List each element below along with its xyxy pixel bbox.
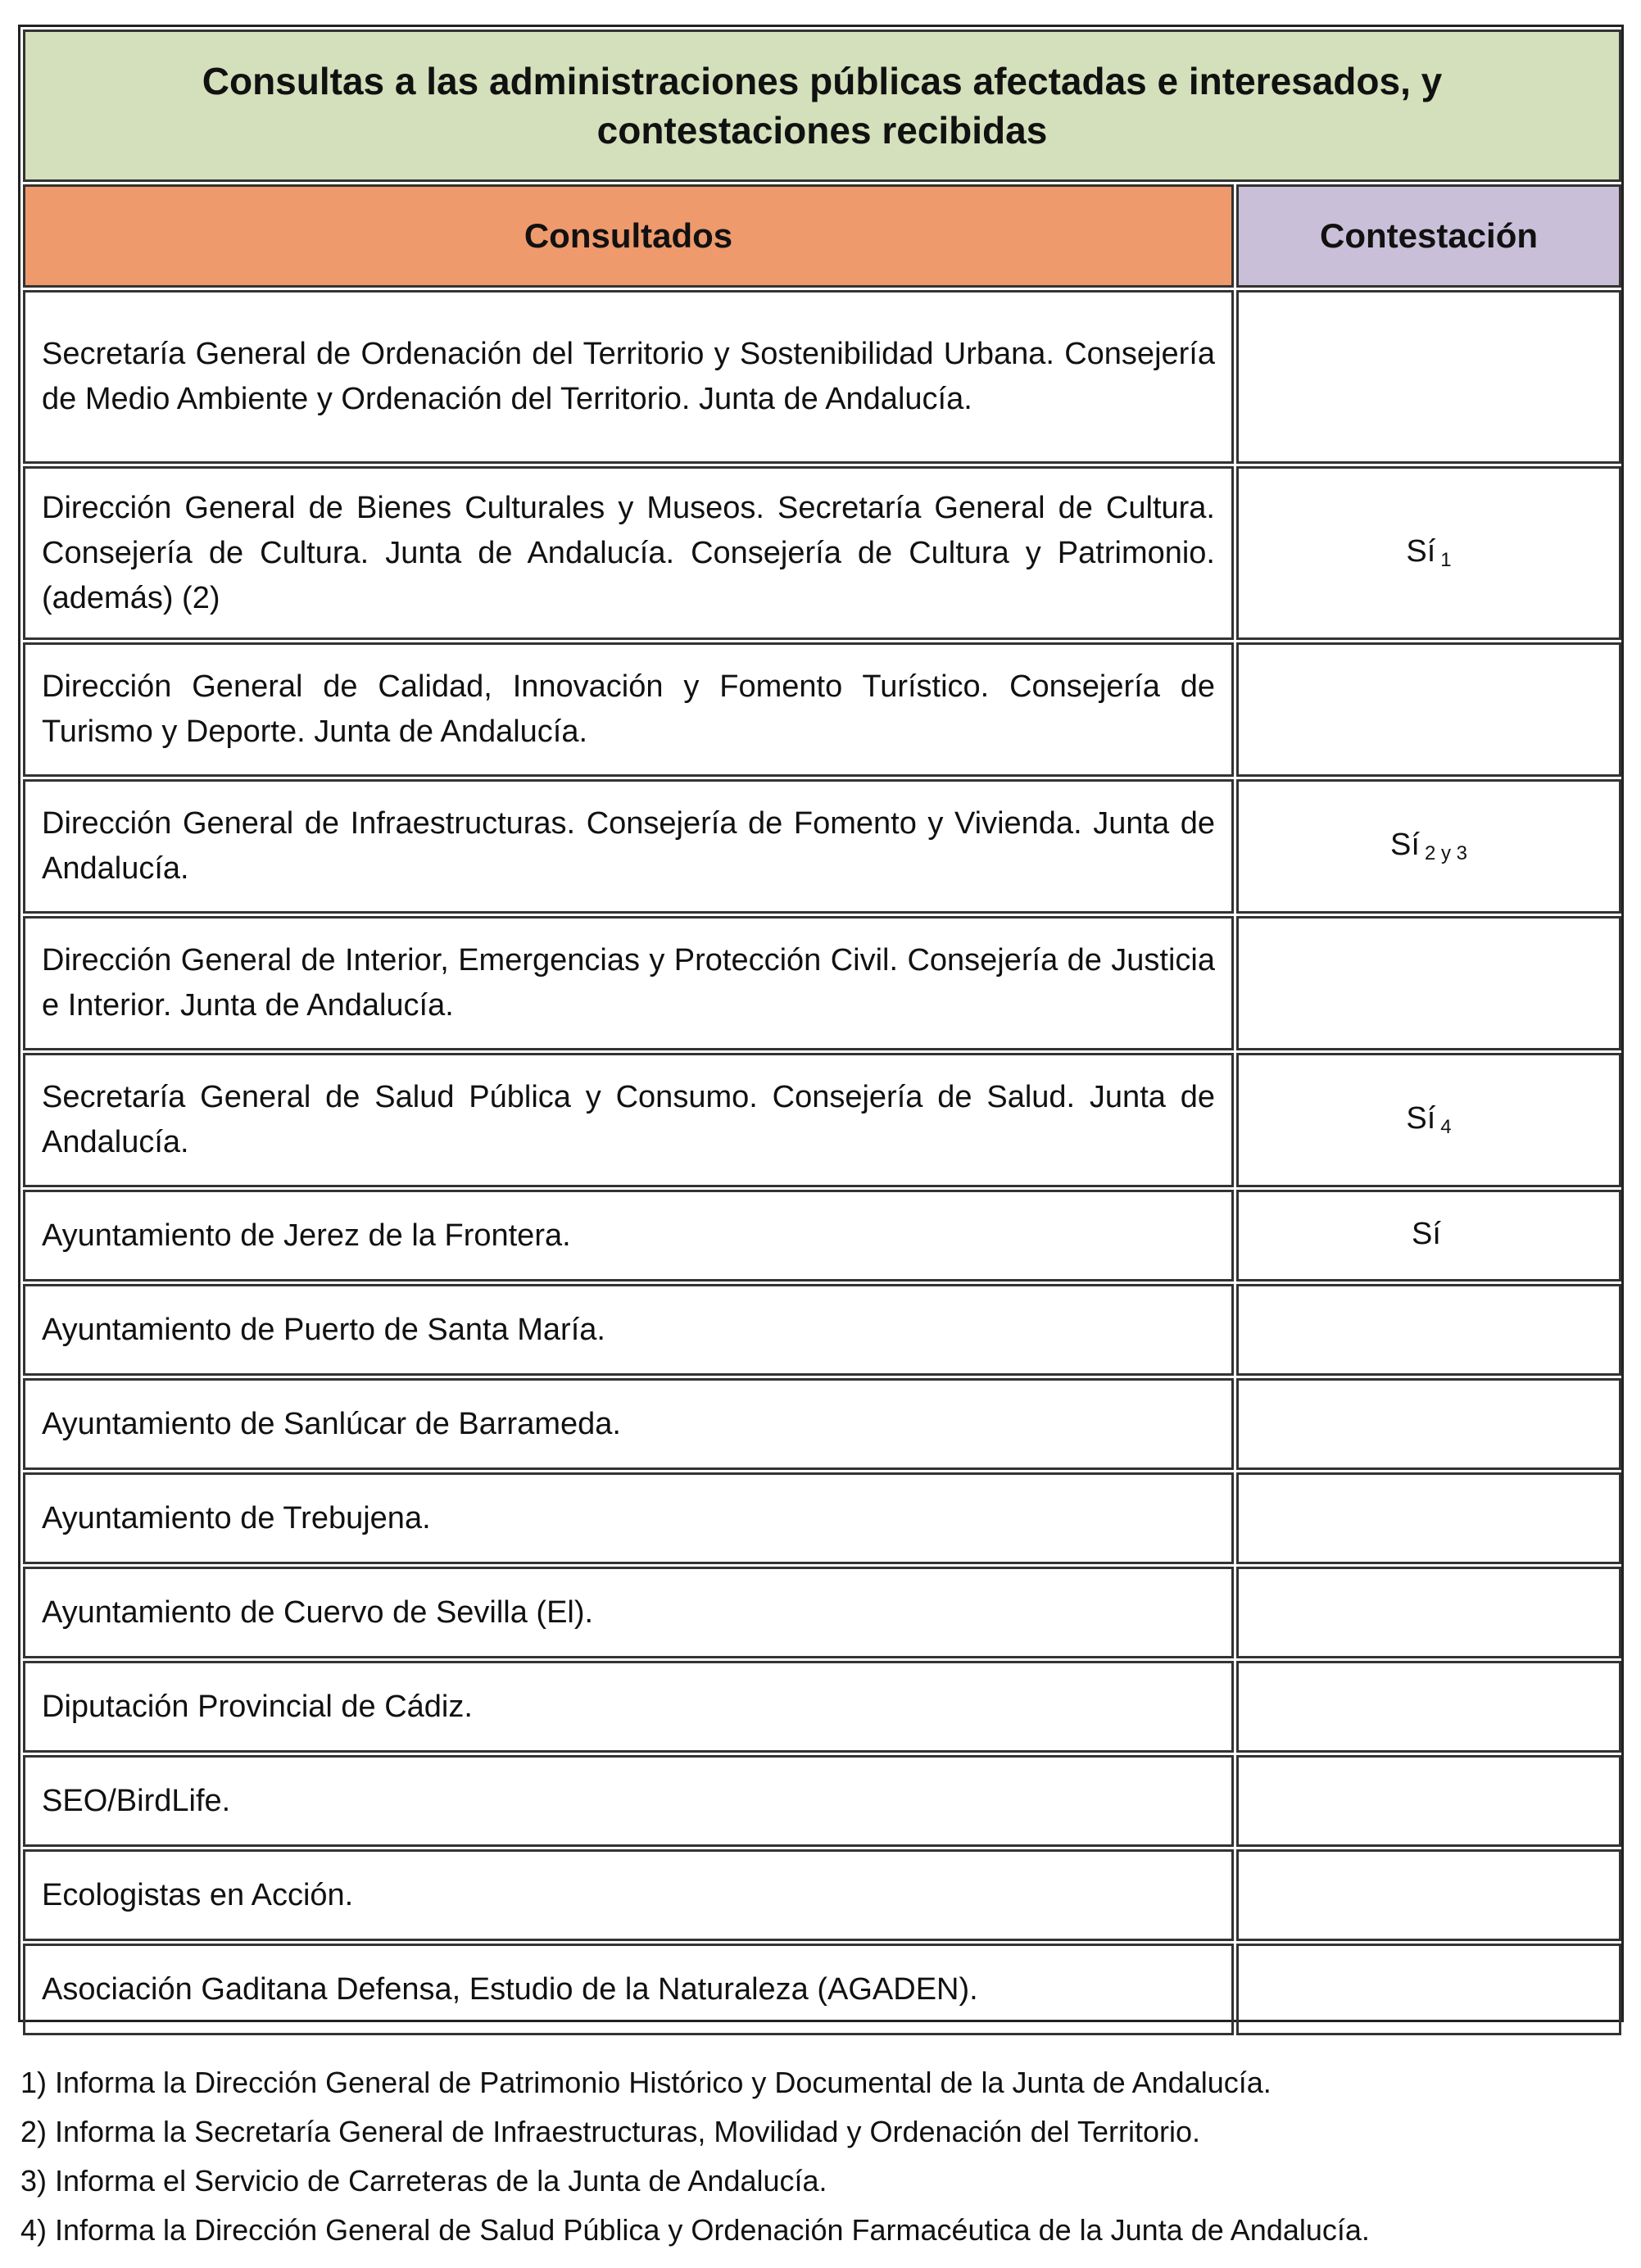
contestacion-cell	[1236, 1472, 1621, 1564]
contestacion-cell	[1236, 1661, 1621, 1753]
contestacion-value: Sí	[1406, 1101, 1436, 1136]
contestacion-cell	[1236, 1053, 1621, 1187]
table-row	[23, 1190, 1621, 1281]
table-row	[23, 1661, 1621, 1753]
table-row	[23, 1378, 1621, 1470]
consultado-cell: Dirección General de Infraestructuras. Consejería de Fomento y Vivienda. Junta de Andalucía.	[23, 779, 1234, 914]
consultado-cell: Ecologistas en Acción.	[23, 1849, 1234, 1941]
table-row	[23, 1944, 1621, 2035]
consultado-cell: Ayuntamiento de Puerto de Santa María.	[23, 1284, 1234, 1376]
table-row	[23, 916, 1621, 1050]
contestacion-cell	[1236, 916, 1621, 1050]
contestacion-cell	[1236, 1755, 1621, 1847]
footnote-1: 1) Informa la Dirección General de Patrimonio Histórico y Documental de la Junta de Andalucía.	[20, 2066, 1272, 2099]
table-row	[23, 1053, 1621, 1187]
contestacion-cell	[1236, 1378, 1621, 1470]
footnote-reference: 1	[1440, 549, 1452, 571]
table-row	[23, 466, 1621, 640]
consultado-cell: SEO/BirdLife.	[23, 1755, 1234, 1847]
consultado-cell: Diputación Provincial de Cádiz.	[23, 1661, 1234, 1753]
footnote-reference: 2 y 3	[1424, 842, 1467, 864]
contestacion-cell	[1236, 290, 1621, 464]
table-row	[23, 642, 1621, 777]
table-row	[23, 290, 1621, 464]
consultado-cell: Dirección General de Calidad, Innovación y Fomento Turístico. Consejería de Turismo y Deporte. Junta de Andalucía.	[23, 642, 1234, 777]
footnote-2: 2) Informa la Secretaría General de Infraestructuras, Movilidad y Ordenación del Territorio.	[20, 2115, 1200, 2148]
consultado-cell: Asociación Gaditana Defensa, Estudio de la Naturaleza (AGADEN).	[23, 1944, 1234, 2035]
contestacion-cell	[1236, 1567, 1621, 1658]
consultado-cell: Ayuntamiento de Cuervo de Sevilla (El).	[23, 1567, 1234, 1658]
table-title-line-1: Consultas a las administraciones públicas afectadas e interesados, y	[202, 60, 1443, 102]
contestacion-cell	[1236, 1849, 1621, 1941]
contestacion-value: Sí	[1390, 828, 1420, 862]
contestacion-cell	[1236, 779, 1621, 914]
header-consultados: Consultados	[23, 184, 1234, 288]
contestacion-cell	[1236, 1284, 1621, 1376]
footnote-3: 3) Informa el Servicio de Carreteras de la Junta de Andalucía.	[20, 2164, 827, 2198]
footnote-reference: 4	[1440, 1116, 1452, 1138]
title-row	[23, 29, 1621, 182]
consultado-cell: Ayuntamiento de Trebujena.	[23, 1472, 1234, 1564]
contestacion-value: Sí	[1406, 534, 1436, 569]
consultations-table	[18, 25, 1624, 2022]
footnotes	[20, 2058, 1618, 2255]
consultado-cell: Dirección General de Bienes Culturales y Museos. Secretaría General de Cultura. Consejería de Cultura. Junta de Andalucía. Consejería de Cultura y Patrimonio. (además) (2)	[23, 466, 1234, 640]
table-row	[23, 1755, 1621, 1847]
table-row	[23, 1472, 1621, 1564]
contestacion-cell	[1236, 642, 1621, 777]
table-row	[23, 1849, 1621, 1941]
header-row	[23, 184, 1621, 288]
table-row	[23, 1284, 1621, 1376]
table-title	[23, 29, 1621, 182]
consultado-cell: Ayuntamiento de Sanlúcar de Barrameda.	[23, 1378, 1234, 1470]
contestacion-cell	[1236, 1190, 1621, 1281]
table-row	[23, 1567, 1621, 1658]
consultations-grid	[20, 27, 1624, 2038]
header-contestacion: Contestación	[1236, 184, 1621, 288]
consultado-cell: Ayuntamiento de Jerez de la Frontera.	[23, 1190, 1234, 1281]
contestacion-cell	[1236, 1944, 1621, 2035]
footnote-4: 4) Informa la Dirección General de Salud Pública y Ordenación Farmacéutica de la Junta de Andalucía.	[20, 2213, 1370, 2247]
contestacion-cell	[1236, 466, 1621, 640]
consultado-cell: Secretaría General de Salud Pública y Consumo. Consejería de Salud. Junta de Andalucía.	[23, 1053, 1234, 1187]
table-title-line-2: contestaciones recibidas	[596, 109, 1048, 152]
consultado-cell: Dirección General de Interior, Emergencias y Protección Civil. Consejería de Justicia e Interior. Junta de Andalucía.	[23, 916, 1234, 1050]
contestacion-value: Sí	[1412, 1217, 1441, 1251]
consultado-cell: Secretaría General de Ordenación del Territorio y Sostenibilidad Urbana. Consejería de Medio Ambiente y Ordenación del Territorio. Junta de Andalucía.	[23, 290, 1234, 464]
table-row	[23, 779, 1621, 914]
